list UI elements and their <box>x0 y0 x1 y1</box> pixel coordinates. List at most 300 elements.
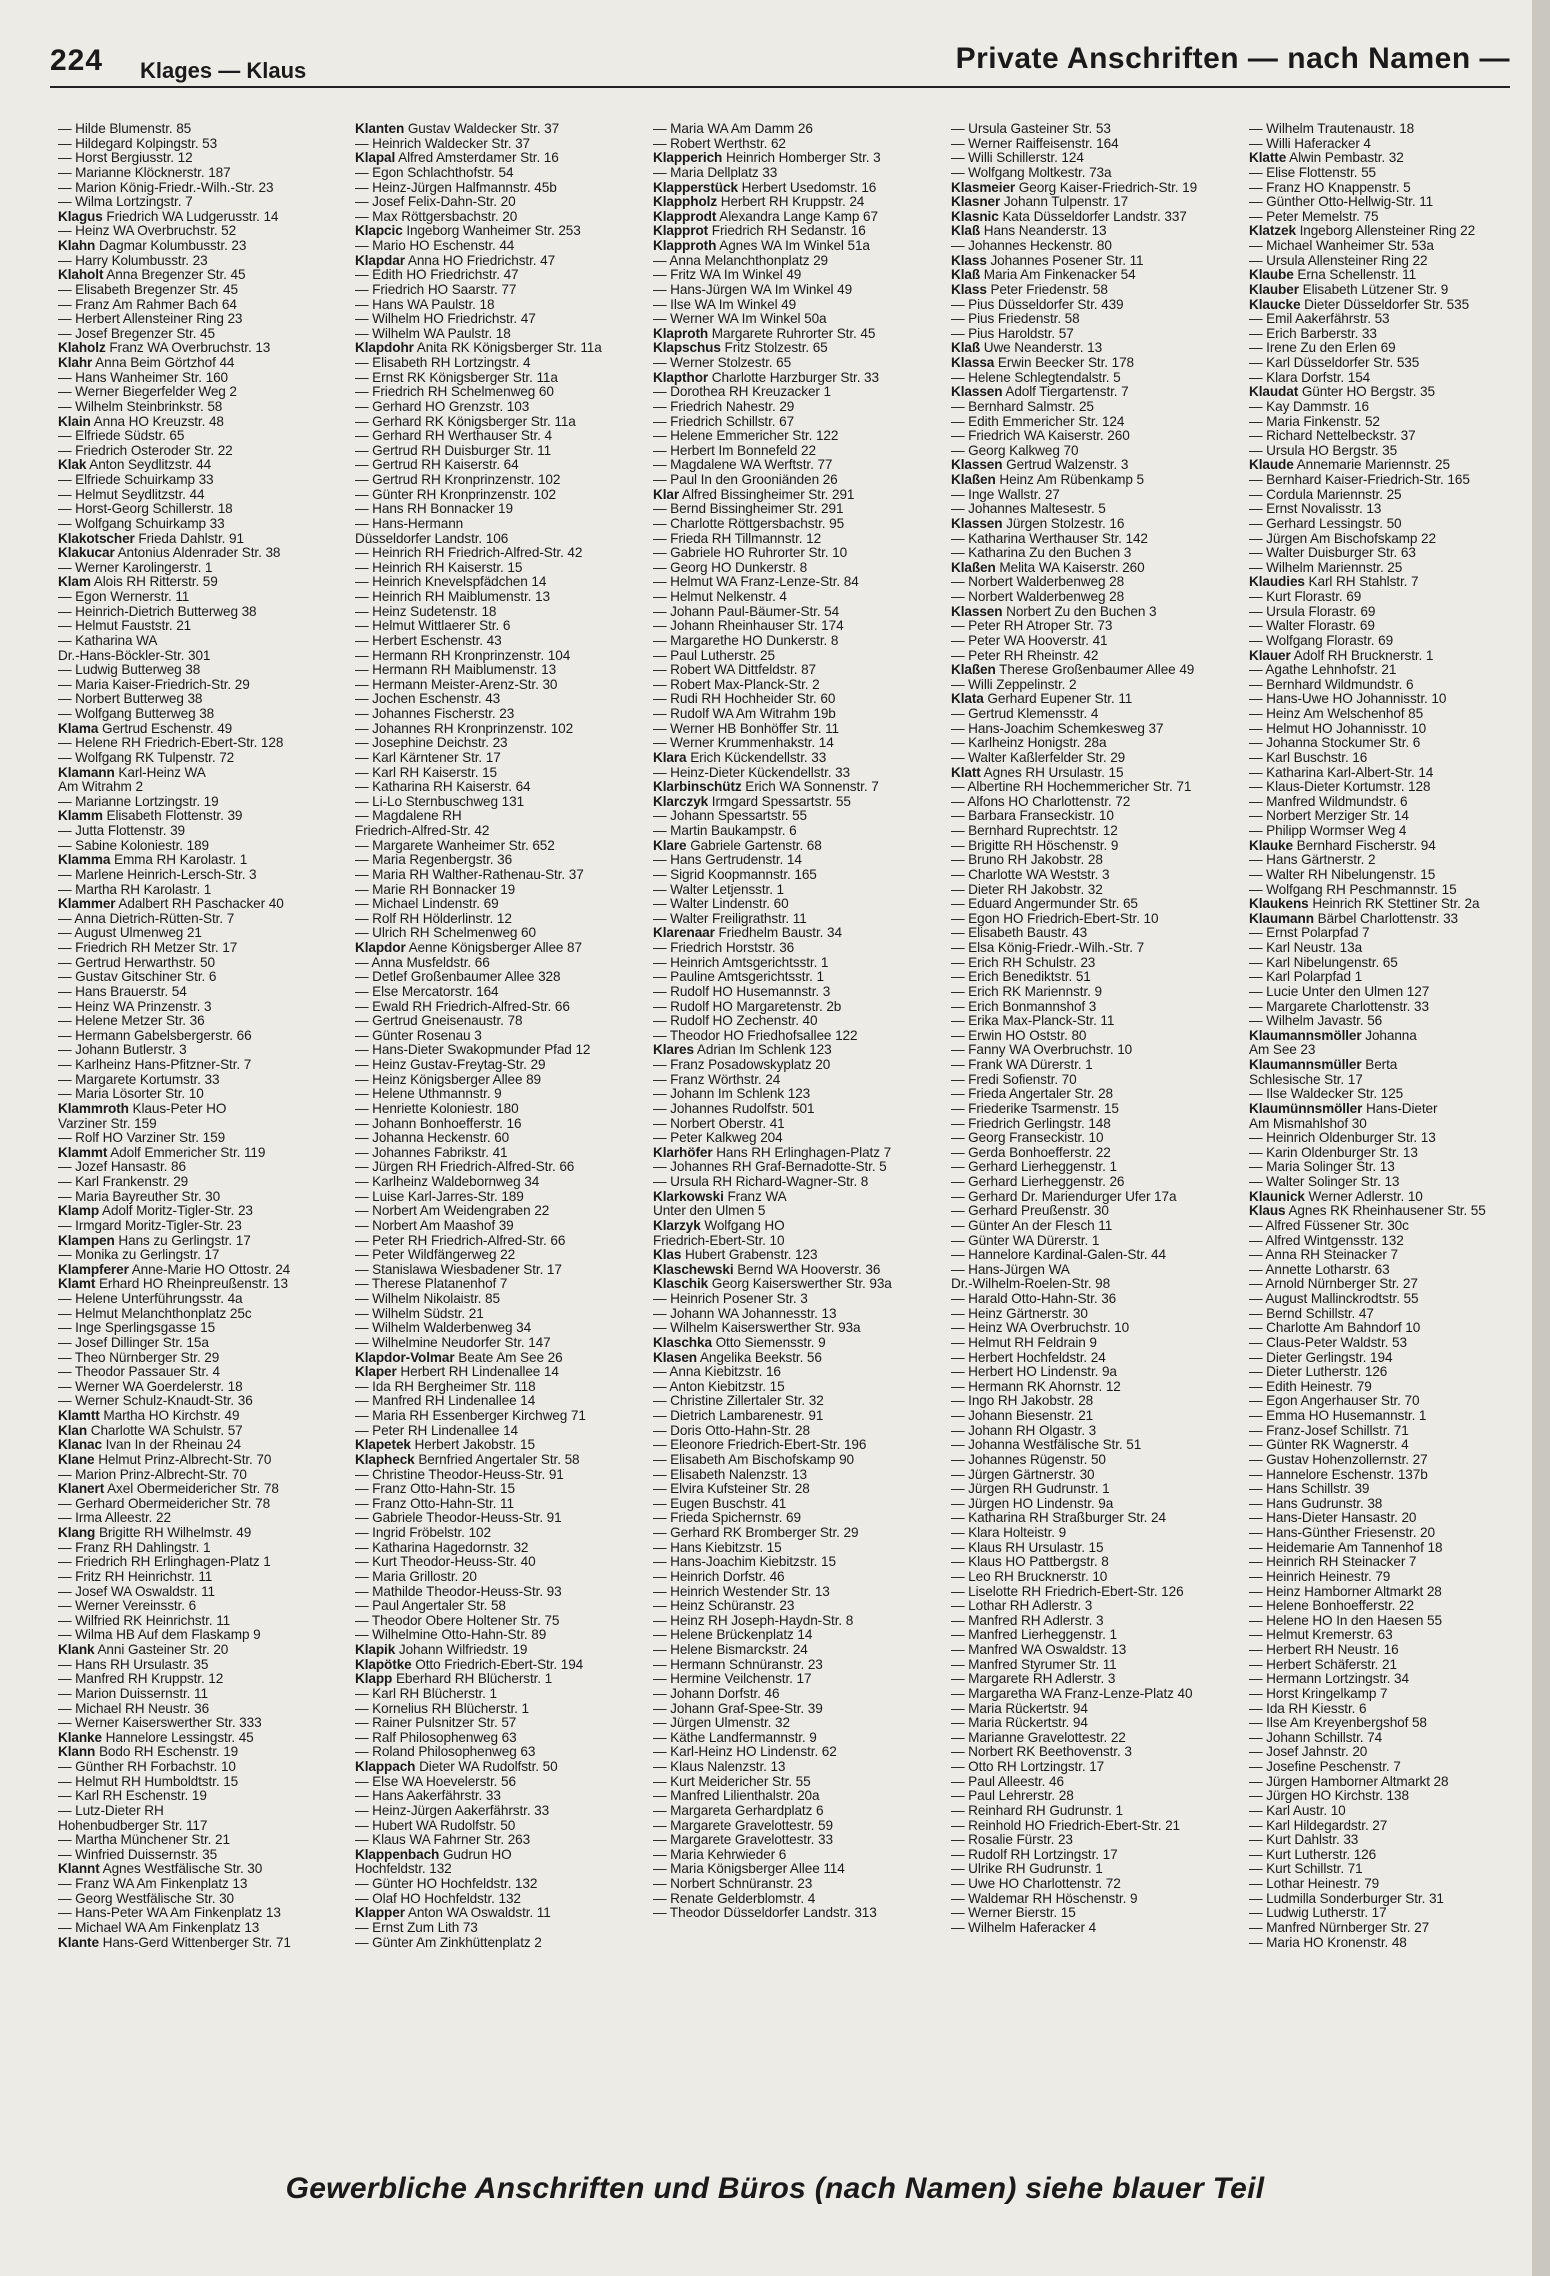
directory-entry: — Gabriele HO Ruhrorter Str. 10 <box>653 546 848 561</box>
directory-entry: — Heinz Königsberger Allee 89 <box>355 1072 542 1087</box>
directory-entry: — Rudolf HO Husemannstr. 3 <box>653 984 831 999</box>
directory-entry: — Hans Gertrudenstr. 14 <box>653 853 802 868</box>
directory-entry: — Ilse WA Im Winkel 49 <box>653 297 797 312</box>
directory-entry: — Hannelore Eschenstr. 137b <box>1249 1467 1428 1482</box>
section-title: Private Anschriften — nach Namen — <box>955 42 1510 75</box>
directory-entry: — Friedrich HO Saarstr. 77 <box>355 282 517 297</box>
directory-entry: — Peter Memelstr. 75 <box>1249 209 1379 224</box>
directory-entry: Klammroth Klaus-Peter HO <box>58 1101 227 1116</box>
directory-entry: — Irma Alleestr. 22 <box>58 1511 171 1526</box>
directory-entry: — Wilma HB Auf dem Flaskamp 9 <box>58 1628 261 1643</box>
directory-entry: — Else WA Hoevelerstr. 56 <box>355 1774 516 1789</box>
directory-entry: — Olaf HO Hochfeldstr. 132 <box>355 1891 521 1906</box>
directory-entry: — Norbert Walderbenweg 28 <box>951 590 1125 604</box>
directory-entry: Klakucar Antonius Aldenrader Str. 38 <box>58 546 281 561</box>
directory-entry: — Peter Kalkweg 204 <box>653 1131 783 1146</box>
directory-entry: — Norbert Merziger Str. 14 <box>1249 809 1409 824</box>
directory-entry: Klaßen Heinz Am Rübenkamp 5 <box>951 473 1144 487</box>
directory-entry: — Karlheinz Waldebornweg 34 <box>355 1175 540 1189</box>
directory-entry: Klaunick Werner Adlerstr. 10 <box>1249 1189 1423 1204</box>
directory-entry: — Alfred Wintgensstr. 132 <box>1249 1233 1404 1248</box>
directory-entry: — Hans Aakerfährstr. 33 <box>355 1789 501 1804</box>
directory-entry: Klama Gertrud Eschenstr. 49 <box>58 721 233 736</box>
directory-entry: — Erich Barberstr. 33 <box>1249 326 1377 341</box>
directory-entry: — Rudolf WA Am Witrahm 19b <box>653 707 836 721</box>
directory-entry: — Heinrich Waldecker Str. 37 <box>355 136 530 151</box>
directory-entry: — Hubert WA Rudolfstr. 50 <box>355 1818 516 1833</box>
directory-entry: — Katharina WA <box>58 633 158 648</box>
directory-entry: — Peter RH Friedrich-Alfred-Str. 66 <box>355 1233 566 1248</box>
directory-entry: — Werner HB Bonhöffer Str. 11 <box>653 721 839 736</box>
directory-entry: Klaudat Günter HO Bergstr. 35 <box>1249 385 1435 400</box>
directory-entry: — Hannelore Kardinal-Galen-Str. 44 <box>951 1248 1166 1263</box>
directory-entry: — Karl Polarpfad 1 <box>1249 970 1363 985</box>
directory-entry: — Inge Sperlingsgasse 15 <box>58 1321 216 1336</box>
directory-entry: — Kurt Lutherstr. 126 <box>1249 1847 1377 1862</box>
directory-entry: Klammer Adalbert RH Paschacker 40 <box>58 897 284 912</box>
directory-entry: — Jürgen Hamborner Altmarkt 28 <box>1249 1774 1449 1789</box>
page-number: 224 <box>50 44 104 77</box>
directory-entry: — Maria Kaiser-Friedrich-Str. 29 <box>58 677 250 692</box>
directory-entry: Klasnic Kata Düsseldorfer Landstr. 337 <box>951 209 1187 224</box>
directory-entry: — Günter RH Kronprinzenstr. 102 <box>355 487 556 502</box>
directory-entry: Hohenbudberger Str. 117 <box>58 1818 208 1833</box>
directory-entry: Klamann Karl-Heinz WA <box>58 765 206 780</box>
directory-entry: — Franz HO Knappenstr. 5 <box>1249 180 1411 195</box>
directory-entry: — Margarete RH Adlerstr. 3 <box>951 1672 1116 1687</box>
directory-entry: Hochfeldstr. 132 <box>355 1862 452 1877</box>
directory-entry: — Klara Dorfstr. 154 <box>1249 370 1371 385</box>
directory-entry: — Friedrich RH Metzer Str. 17 <box>58 941 238 955</box>
directory-entry: — Rolf HO Varziner Str. 159 <box>58 1131 226 1146</box>
directory-entry: — Bernhard Kaiser-Friedrich-Str. 165 <box>1249 473 1470 487</box>
directory-entry: — Egon Schlachthofstr. 54 <box>355 165 514 180</box>
directory-entry: — Rudolf HO Zechenstr. 40 <box>653 1014 818 1029</box>
directory-entry: Klare Gabriele Gartenstr. 68 <box>653 838 822 853</box>
directory-entry: — Katharina RH Kaiserstr. 64 <box>355 780 531 795</box>
directory-entry: Varziner Str. 159 <box>58 1116 157 1131</box>
directory-entry: Klara Erich Kückendellstr. 33 <box>653 750 827 765</box>
directory-entry: — Hermine Veilchenstr. 17 <box>653 1672 812 1687</box>
directory-entry: — Helmut Nelkenstr. 4 <box>653 590 787 604</box>
directory-entry: Klakotscher Frieda Dahlstr. 91 <box>58 531 244 546</box>
directory-entry: — Gerhard Lierheggenstr. 26 <box>951 1175 1125 1189</box>
directory-entry: — Ingo RH Jakobstr. 28 <box>951 1394 1094 1409</box>
directory-entry: Am Witrahm 2 <box>58 780 143 795</box>
directory-entry: — Manfred Lilienthalstr. 20a <box>653 1789 820 1804</box>
directory-entry: — Gertrud RH Kronprinzenstr. 102 <box>355 473 561 487</box>
directory-entry: Dr.-Wilhelm-Roelen-Str. 98 <box>951 1277 1111 1292</box>
directory-entry: — Philipp Wormser Weg 4 <box>1249 824 1407 838</box>
directory-entry: — Pius Haroldstr. 57 <box>951 326 1074 341</box>
directory-entry: — Agathe Lehnhofstr. 21 <box>1249 663 1397 678</box>
directory-entry: — Helmut Wittlaerer Str. 6 <box>355 619 511 634</box>
directory-entry: — Helene Schlegtendalstr. 5 <box>951 370 1121 385</box>
directory-entry: — Heinz Schüranstr. 23 <box>653 1599 795 1614</box>
directory-entry: Klaube Erna Schellenstr. 11 <box>1249 268 1417 283</box>
directory-entry: — Wolfgang Moltkestr. 73a <box>951 165 1112 180</box>
directory-entry: — Werner Stolzestr. 65 <box>653 356 792 370</box>
directory-entry: — Richard Nettelbeckstr. 37 <box>1249 429 1416 444</box>
directory-entry: — Maria Solinger Str. 13 <box>1249 1160 1395 1175</box>
directory-entry: — Maria Grillostr. 20 <box>355 1569 477 1584</box>
directory-entry: — Walter Letjensstr. 1 <box>653 882 785 897</box>
directory-entry: — Herbert HO Lindenstr. 9a <box>951 1365 1117 1380</box>
directory-entry: — Ludwig Butterweg 38 <box>58 663 201 678</box>
directory-entry: — Helmut RH Humboldtstr. 15 <box>58 1774 239 1789</box>
directory-entry: — Wilhelm Javastr. 56 <box>1249 1014 1383 1029</box>
directory-entry: — Lutz-Dieter RH <box>58 1803 164 1818</box>
directory-entry: — Dieter Lutherstr. 126 <box>1249 1365 1388 1380</box>
directory-entry: — Karl Buschstr. 16 <box>1249 750 1368 765</box>
directory-entry: — Dorothea RH Kreuzacker 1 <box>653 385 831 400</box>
directory-entry: — Anton Kiebitzstr. 15 <box>653 1379 785 1394</box>
directory-entry: — Jochen Eschenstr. 43 <box>355 692 501 707</box>
directory-entry: — Josephine Deichstr. 23 <box>355 736 508 751</box>
directory-entry: — Manfred Lierheggenstr. 1 <box>951 1628 1117 1643</box>
directory-entry: — Friedrich Horststr. 36 <box>653 941 795 955</box>
directory-entry: — Gertrud RH Kaiserstr. 64 <box>355 458 519 473</box>
directory-entry: — Helene HO In den Haesen 55 <box>1249 1613 1442 1628</box>
directory-entry: Klaumannsmüller Berta <box>1249 1058 1398 1072</box>
directory-entry: Klannt Agnes Westfälische Str. 30 <box>58 1862 263 1877</box>
directory-entry: — Heinrich Posener Str. 3 <box>653 1292 808 1306</box>
directory-entry: — Fritz WA Im Winkel 49 <box>653 268 802 283</box>
directory-entry: — Franz RH Dahlingstr. 1 <box>58 1540 211 1555</box>
directory-entry: — Emil Aakerfährstr. 53 <box>1249 312 1390 327</box>
directory-entry: — Lothar RH Adlerstr. 3 <box>951 1599 1093 1614</box>
directory-entry: — Heinz Am Welschenhof 85 <box>1249 707 1424 721</box>
directory-entry: Klarbinschütz Erich WA Sonnenstr. 7 <box>653 780 879 795</box>
directory-entry: — Heinz WA Overbruchstr. 10 <box>951 1321 1130 1336</box>
directory-entry: — Wilhelmine Otto-Hahn-Str. 89 <box>355 1628 547 1643</box>
directory-entry: — Renate Gelderblomstr. 4 <box>653 1891 816 1906</box>
directory-entry: — Franz Otto-Hahn-Str. 11 <box>355 1496 514 1511</box>
directory-entry: — Josef Dillinger Str. 15a <box>58 1335 209 1350</box>
directory-entry: — Michael Lindenstr. 69 <box>355 897 499 912</box>
directory-entry: Klapheck Bernfried Angertaler Str. 58 <box>355 1452 580 1467</box>
directory-entry: — Annette Lotharstr. 63 <box>1249 1262 1390 1277</box>
directory-entry: — Karl Austr. 10 <box>1249 1803 1346 1818</box>
directory-entry: Klass Peter Friedenstr. 58 <box>951 282 1108 297</box>
directory-entry: — Else Mercatorstr. 164 <box>355 984 499 999</box>
directory-entry: — Margarete Gravelottestr. 59 <box>653 1818 833 1833</box>
directory-entry: — Albertine RH Hochemmericher Str. 71 <box>951 780 1192 795</box>
directory-entry: — Margarete Charlottenstr. 33 <box>1249 999 1429 1014</box>
directory-entry: Klamtt Martha HO Kirchstr. 49 <box>58 1409 240 1423</box>
directory-entry: Klahr Anna Beim Görtzhof 44 <box>58 356 235 370</box>
directory-entry: — Rudolf RH Lortzingstr. 17 <box>951 1847 1118 1862</box>
directory-entry: — Georg HO Dunkerstr. 8 <box>653 560 808 575</box>
directory-entry: Klanert Axel Obermeidericher Str. 78 <box>58 1482 279 1497</box>
directory-entry: — Maria Regenbergstr. 36 <box>355 853 513 868</box>
directory-entry: — Wilhelm Kaiserswerther Str. 93a <box>653 1321 861 1336</box>
directory-entry: — Heinz WA Prinzenstr. 3 <box>58 999 212 1014</box>
directory-entry: — Klaus Nalenzstr. 13 <box>653 1760 786 1774</box>
directory-entry: Klassen Gertrud Walzenstr. 3 <box>951 458 1129 473</box>
directory-entry: — Walter Solinger Str. 13 <box>1249 1175 1400 1189</box>
column-1 <box>58 122 350 2142</box>
directory-entry: Klammt Adolf Emmericher Str. 119 <box>58 1145 266 1160</box>
directory-entry: — Gerhard RK Königsberger Str. 11a <box>355 414 576 429</box>
directory-entry: — Sigrid Koopmannstr. 165 <box>653 867 817 882</box>
directory-entry: — Arnold Nürnberger Str. 27 <box>1249 1277 1418 1292</box>
directory-entry: — Wilhelm Nikolaistr. 85 <box>355 1292 500 1306</box>
directory-entry: — Wilhelm Walderbenweg 34 <box>355 1321 532 1336</box>
directory-entry: Klaper Herbert RH Lindenallee 14 <box>355 1365 559 1380</box>
directory-entry: — August Ulmenweg 21 <box>58 926 202 941</box>
directory-entry: — Erich Benediktstr. 51 <box>951 970 1091 985</box>
directory-entry: — Egon Angerhauser Str. 70 <box>1249 1394 1420 1409</box>
directory-entry: — Heinrich Dorfstr. 46 <box>653 1569 785 1584</box>
directory-entry: — Wilhelm Südstr. 21 <box>355 1306 484 1321</box>
directory-entry: Klang Brigitte RH Wilhelmstr. 49 <box>58 1526 252 1540</box>
directory-entry: — Werner WA Im Winkel 50a <box>653 312 827 327</box>
directory-entry: — Johann Biesenstr. 21 <box>951 1409 1094 1423</box>
directory-entry: — Karl Hildegardstr. 27 <box>1249 1818 1388 1833</box>
directory-entry: — Johann WA Johannesstr. 13 <box>653 1306 837 1321</box>
directory-entry: — Werner Kaiserswerther Str. 333 <box>58 1716 262 1731</box>
directory-entry: — Marianne Klöcknerstr. 187 <box>58 165 231 180</box>
directory-entry: — Wilhelm Steinbrinkstr. 58 <box>58 399 223 414</box>
directory-entry: — Anna Melanchthonplatz 29 <box>653 253 828 268</box>
directory-entry: — Elisabeth RH Lortzingstr. 4 <box>355 356 531 370</box>
directory-entry: — Walter Kaßlerfelder Str. 29 <box>951 750 1126 765</box>
directory-entry: — Johannes Rügenstr. 50 <box>951 1452 1106 1467</box>
directory-entry: — Frank WA Dürerstr. 1 <box>951 1058 1093 1072</box>
directory-entry: — Luise Karl-Jarres-Str. 189 <box>355 1189 524 1204</box>
directory-entry: — Henriette Koloniestr. 180 <box>355 1101 519 1116</box>
directory-entry: — Brigitte RH Höschenstr. 9 <box>951 838 1119 853</box>
directory-entry: — Helene Unterführungsstr. 4a <box>58 1292 243 1306</box>
directory-entry: — Frieda Spichernstr. 69 <box>653 1511 801 1526</box>
directory-entry: — Gerhard Dr. Mariendurger Ufer 17a <box>951 1189 1177 1204</box>
directory-entry: — Manfred Nürnberger Str. 27 <box>1249 1920 1430 1935</box>
directory-entry: Klane Helmut Prinz-Albrecht-Str. 70 <box>58 1452 272 1467</box>
directory-entry: — Erika Max-Planck-Str. 11 <box>951 1014 1115 1029</box>
directory-entry: — Wilhelm Trautenaustr. 18 <box>1249 122 1415 136</box>
directory-entry: — Hermann RH Maiblumenstr. 13 <box>355 663 557 678</box>
directory-entry: Klassen Adolf Tiergartenstr. 7 <box>951 385 1129 400</box>
directory-entry: — Kurt Meidericher Str. 55 <box>653 1774 811 1789</box>
directory-entry: — Ursula Allensteiner Ring 22 <box>1249 253 1428 268</box>
directory-entry: — Katharina RH Straßburger Str. 24 <box>951 1511 1166 1526</box>
directory-entry: — Heinrich RH Steinacker 7 <box>1249 1555 1417 1570</box>
directory-entry: Klatt Agnes RH Ursulastr. 15 <box>951 765 1124 780</box>
directory-entry: — Paul Angertaler Str. 58 <box>355 1599 506 1614</box>
directory-entry: — Egon Wernerstr. 11 <box>58 590 190 604</box>
directory-entry: — Ida RH Bergheimer Str. 118 <box>355 1379 536 1394</box>
directory-entry: — Karl Düsseldorfer Str. 535 <box>1249 356 1420 370</box>
directory-entry: — Johannes Maltesestr. 5 <box>951 502 1106 517</box>
directory-entry: — Horst Bergiusstr. 12 <box>58 151 193 166</box>
directory-entry: Klaß Uwe Neanderstr. 13 <box>951 341 1103 356</box>
directory-entry: — Ingrid Fröbelstr. 102 <box>355 1526 491 1540</box>
directory-entry: — Elisabeth Bregenzer Str. 45 <box>58 282 238 297</box>
directory-entry: — Johannes RH Kronprinzenstr. 102 <box>355 721 574 736</box>
directory-entry: — Fritz RH Heinrichstr. 11 <box>58 1569 213 1584</box>
directory-entry: — Heinz RH Joseph-Haydn-Str. 8 <box>653 1613 854 1628</box>
directory-entry: — Theodor Düsseldorfer Landstr. 313 <box>653 1906 877 1921</box>
directory-entry: — Inge Wallstr. 27 <box>951 487 1060 502</box>
directory-entry: — Christine Zillertaler Str. 32 <box>653 1394 824 1409</box>
directory-entry: — Friederike Tsarmenstr. 15 <box>951 1101 1119 1116</box>
directory-entry: Klaß Maria Am Finkenacker 54 <box>951 268 1136 283</box>
header-rule <box>50 86 1510 88</box>
directory-entry: — Fanny WA Overbruchstr. 10 <box>951 1043 1133 1058</box>
directory-entry: — Johanna Stockumer Str. 6 <box>1249 736 1421 751</box>
directory-entry: — Walter Freiligrathstr. 11 <box>653 911 807 926</box>
directory-entry: — Heinrich-Dietrich Butterweg 38 <box>58 604 257 619</box>
directory-entry: — Hilde Blumenstr. 85 <box>58 122 192 136</box>
directory-entry: Klar Alfred Bissingheimer Str. 291 <box>653 487 855 502</box>
directory-entry: Klasner Johann Tulpenstr. 17 <box>951 195 1129 210</box>
directory-entry: — Herbert Schäferstr. 21 <box>1249 1657 1397 1672</box>
directory-entry: — Hans Schillstr. 39 <box>1249 1482 1370 1497</box>
directory-entry: — Heinrich RH Friedrich-Alfred-Str. 42 <box>355 546 583 561</box>
directory-entry: — Johann RH Olgastr. 3 <box>951 1423 1097 1438</box>
directory-entry: — Norbert Am Weidengraben 22 <box>355 1204 550 1219</box>
directory-entry: — Heinrich RH Maiblumenstr. 13 <box>355 590 550 604</box>
directory-entry: — Detlef Großenbaumer Allee 328 <box>355 970 561 985</box>
directory-entry: — Edith HO Friedrichstr. 47 <box>355 268 519 283</box>
directory-entry: — Günther Otto-Hellwig-Str. 11 <box>1249 195 1434 210</box>
directory-entry: — Willi Zeppelinstr. 2 <box>951 677 1077 692</box>
directory-entry: — Norbert Walderbenweg 28 <box>951 575 1125 590</box>
directory-entry: — Margarete Kortumstr. 33 <box>58 1072 220 1087</box>
directory-entry: — Karl Nibelungenstr. 65 <box>1249 955 1398 970</box>
directory-entry: — Günter Am Zinkhüttenplatz 2 <box>355 1935 542 1950</box>
directory-entry: — Fredi Sofienstr. 70 <box>951 1072 1077 1087</box>
directory-entry: — Herbert Im Bonnefeld 22 <box>653 443 816 458</box>
directory-entry: — Margarethe HO Dunkerstr. 8 <box>653 633 839 648</box>
directory-entry: Klaucke Dieter Düsseldorfer Str. 535 <box>1249 297 1470 312</box>
directory-entry: — Hermann RK Ahornstr. 12 <box>951 1379 1121 1394</box>
directory-entry: — Martha RH Karolastr. 1 <box>58 882 212 897</box>
directory-entry: — Heinrich Heinestr. 79 <box>1249 1569 1391 1584</box>
directory-entry: — Heinrich Knevelspfädchen 14 <box>355 575 547 590</box>
directory-entry: — Hans RH Bonnacker 19 <box>355 502 513 517</box>
directory-entry: — Johannes RH Graf-Bernadotte-Str. 5 <box>653 1160 887 1175</box>
directory-entry: — Ludwig Lutherstr. 17 <box>1249 1906 1387 1921</box>
directory-entry: — Hermann Schnüranstr. 23 <box>653 1657 823 1672</box>
directory-entry: — Rosalie Fürstr. 23 <box>951 1833 1073 1848</box>
directory-entry: — Günter Rosenau 3 <box>355 1028 482 1043</box>
directory-entry: — Gerhard Lierheggenstr. 1 <box>951 1160 1117 1175</box>
directory-entry: — Wilhelmine Neudorfer Str. 147 <box>355 1335 551 1350</box>
directory-entry: Klaschewski Bernd WA Hooverstr. 36 <box>653 1262 881 1277</box>
directory-entry: — Maria RH Essenberger Kirchweg 71 <box>355 1409 586 1423</box>
directory-entry: — Maria RH Walther-Rathenau-Str. 37 <box>355 867 584 882</box>
directory-entry: Klapetek Herbert Jakobstr. 15 <box>355 1438 535 1453</box>
directory-entry: Klatzek Ingeborg Allensteiner Ring 22 <box>1249 224 1476 239</box>
directory-entry: Klaudies Karl RH Stahlstr. 7 <box>1249 575 1419 590</box>
directory-entry: — Bernhard Salmstr. 25 <box>951 399 1094 414</box>
directory-entry: — Irmgard Moritz-Tigler-Str. 23 <box>58 1218 242 1233</box>
directory-entry: — Werner Raiffeisenstr. 164 <box>951 136 1119 151</box>
directory-entry: Klarkowski Franz WA <box>653 1189 787 1204</box>
directory-entry: Klauer Adolf RH Brucknerstr. 1 <box>1249 648 1434 663</box>
directory-entry: — Gerda Bonhoefferstr. 22 <box>951 1145 1111 1160</box>
directory-entry: Klapperich Heinrich Homberger Str. 3 <box>653 151 881 166</box>
directory-entry: Klapper Anton WA Oswaldstr. 11 <box>355 1906 551 1921</box>
directory-entry: — Ludmilla Sonderburger Str. 31 <box>1249 1891 1444 1906</box>
directory-entry: — Ernst RK Königsberger Str. 11a <box>355 370 558 385</box>
directory-entry: — Manfred RH Lindenallee 14 <box>355 1394 536 1409</box>
directory-entry: — Wilhelm HO Friedrichstr. 47 <box>355 312 536 327</box>
directory-entry: — Harald Otto-Hahn-Str. 36 <box>951 1292 1117 1306</box>
directory-entry: — Otto RH Lortzingstr. 17 <box>951 1760 1105 1774</box>
directory-entry: — Pius Friedenstr. 58 <box>951 312 1080 327</box>
directory-entry: — Jürgen HO Kirchstr. 138 <box>1249 1789 1409 1804</box>
directory-entry: — Heinz-Jürgen Aakerfährstr. 33 <box>355 1803 550 1818</box>
directory-entry: — Josef Bregenzer Str. 45 <box>58 326 215 341</box>
directory-entry: Klagus Friedrich WA Ludgerusstr. 14 <box>58 209 279 224</box>
directory-entry: — Johann Schillstr. 74 <box>1249 1730 1383 1745</box>
directory-entry: Klapprodt Alexandra Lange Kamp 67 <box>653 209 878 224</box>
directory-entry: — Wolfgang Schuirkamp 33 <box>58 516 225 531</box>
directory-entry: Klassen Jürgen Stolzestr. 16 <box>951 516 1125 531</box>
directory-entry: Klapdor-Volmar Beate Am See 26 <box>355 1350 563 1365</box>
directory-entry: — Harry Kolumbusstr. 23 <box>58 253 208 268</box>
directory-entry: Klampen Hans zu Gerlingstr. 17 <box>58 1233 251 1248</box>
directory-entry: — Peter RH Atroper Str. 73 <box>951 619 1113 634</box>
directory-entry: — Helene Brückenplatz 14 <box>653 1628 813 1643</box>
directory-entry: — Bernd Bissingheimer Str. 291 <box>653 502 844 517</box>
directory-entry: — Ernst Zum Lith 73 <box>355 1920 478 1935</box>
directory-entry: — Paul Alleestr. 46 <box>951 1774 1064 1789</box>
directory-entry: — Frieda Angertaler Str. 28 <box>951 1087 1114 1102</box>
directory-entry: — Katharina Zu den Buchen 3 <box>951 546 1132 561</box>
directory-entry: — Ulrich RH Schelmenweg 60 <box>355 926 536 941</box>
directory-entry: — Friedrich Gerlingstr. 148 <box>951 1116 1111 1131</box>
directory-entry: Klapik Johann Wilfriedstr. 19 <box>355 1643 528 1657</box>
directory-entry: — Edith Emmericher Str. 124 <box>951 414 1125 429</box>
directory-entry: — Therese Platanenhof 7 <box>355 1277 508 1292</box>
directory-entry: — Marianne Gravelottestr. 22 <box>951 1730 1126 1745</box>
directory-entry: — Franz Am Rahmer Bach 64 <box>58 297 237 312</box>
page-edge-shadow <box>1532 0 1550 2276</box>
directory-entry: — Reinhold HO Friedrich-Ebert-Str. 21 <box>951 1818 1180 1833</box>
directory-entry: — Pauline Amtsgerichtsstr. 1 <box>653 970 824 985</box>
directory-entry: Friedrich-Alfred-Str. 42 <box>355 824 490 838</box>
directory-entry: — Johannes Heckenstr. 80 <box>951 239 1112 253</box>
directory-entry: — Johanna Heckenstr. 60 <box>355 1131 510 1146</box>
directory-entry: — Elvira Kufsteiner Str. 28 <box>653 1482 810 1497</box>
directory-entry: — Rainer Pulsnitzer Str. 57 <box>355 1716 517 1731</box>
directory-entry: — Klara Holteistr. 9 <box>951 1526 1067 1540</box>
directory-entry: — Liselotte RH Friedrich-Ebert-Str. 126 <box>951 1584 1184 1599</box>
directory-entry: — Dietrich Lambarenestr. 91 <box>653 1409 824 1423</box>
directory-entry: — Ursula Gasteiner Str. 53 <box>951 122 1111 136</box>
directory-entry: — Gerhard HO Grenzstr. 103 <box>355 399 530 414</box>
directory-entry: — August Mallinckrodtstr. 55 <box>1249 1292 1419 1306</box>
directory-entry: Klak Anton Seydlitzstr. 44 <box>58 458 212 473</box>
directory-entry: — Herbert Hochfeldstr. 24 <box>951 1350 1106 1365</box>
directory-entry: — Norbert Am Maashof 39 <box>355 1218 514 1233</box>
directory-entry: — Robert Max-Planck-Str. 2 <box>653 677 820 692</box>
directory-entry: Klapdor Aenne Königsberger Allee 87 <box>355 941 582 955</box>
directory-entry: Klaßen Melita WA Kaiserstr. 260 <box>951 560 1145 575</box>
directory-entry: — Hans WA Paulstr. 18 <box>355 297 495 312</box>
directory-entry: — Walter Lindenstr. 60 <box>653 897 789 912</box>
directory-entry: — Walter RH Nibelungenstr. 15 <box>1249 867 1436 882</box>
directory-entry: Klaude Annemarie Mariennstr. 25 <box>1249 458 1450 473</box>
directory-entry: Klapschus Fritz Stolzestr. 65 <box>653 341 828 356</box>
directory-entry: — Werner Vereinsstr. 6 <box>58 1599 197 1614</box>
directory-entry: — Manfred WA Oswaldstr. 13 <box>951 1643 1127 1657</box>
name-range: Klages — Klaus <box>140 58 307 83</box>
